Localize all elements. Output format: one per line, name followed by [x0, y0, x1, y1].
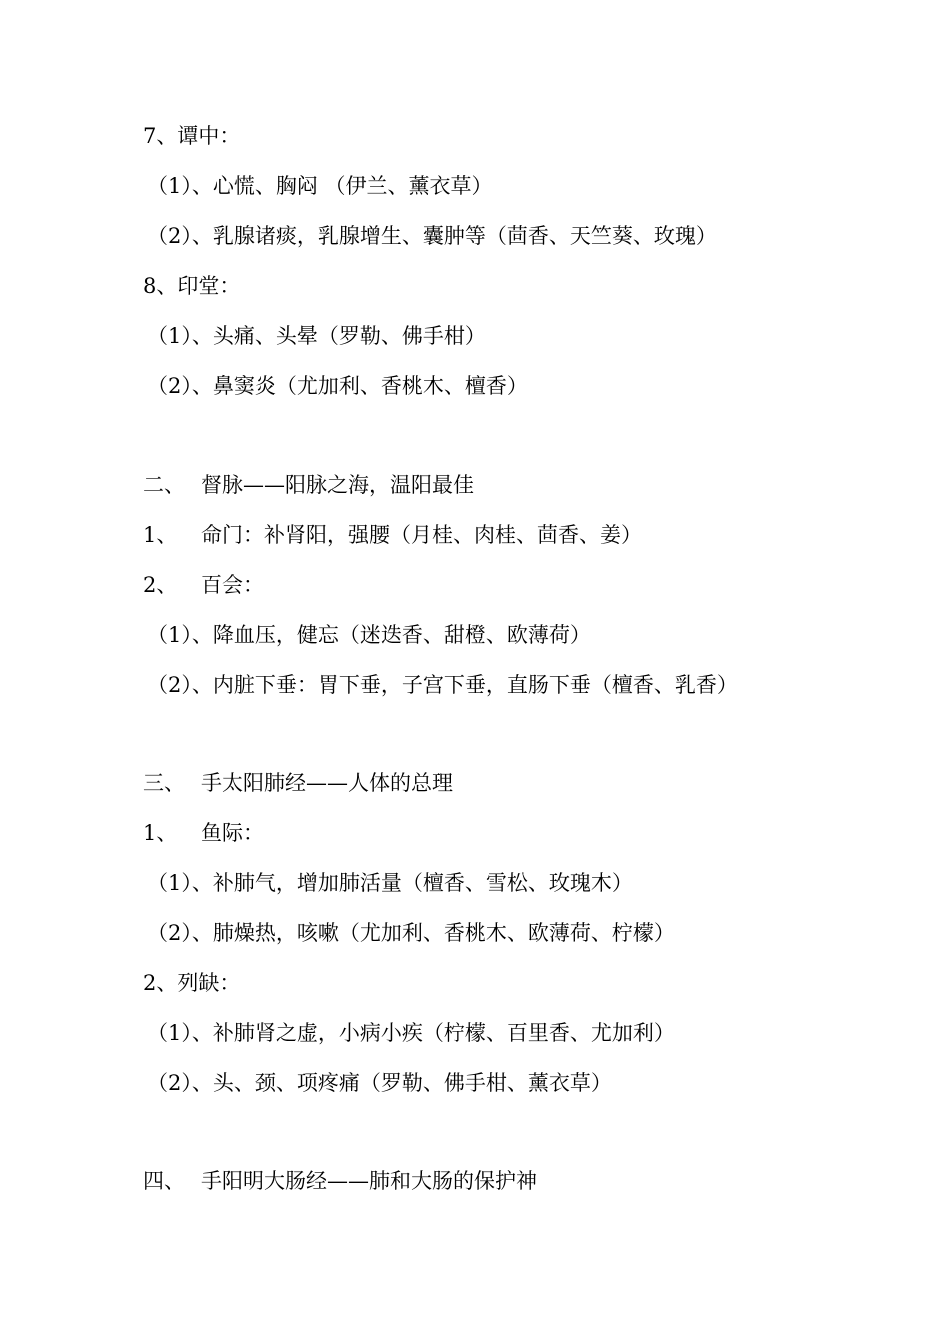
section-heading-tanzhong [143, 123, 240, 149]
line-number: 1、 [143, 523, 178, 547]
line-text: （1）、补肺肾之虚，小病小疾（柠檬、百里香、尤加利） [147, 1021, 675, 1045]
list-item [147, 173, 493, 199]
point-heading-baihui [143, 572, 264, 598]
line-number: 三、 [143, 771, 185, 795]
chapter-heading-dumai [143, 472, 474, 498]
point-heading-mingmen [143, 522, 642, 548]
list-item [147, 373, 528, 399]
line-text: （2）、头、颈、项疼痛（罗勒、佛手柑、薰衣草） [147, 1071, 612, 1095]
list-item [147, 672, 738, 698]
line-text: （1）、心慌、胸闷 （伊兰、薰衣草） [147, 174, 493, 198]
list-item [147, 870, 633, 896]
line-number: 2、 [143, 573, 178, 597]
line-text: 百会： [201, 573, 264, 597]
chapter-heading-large-intestine-meridian [143, 1168, 537, 1194]
line-text: 8、印堂： [143, 274, 241, 298]
chapter-heading-lung-meridian [143, 770, 453, 796]
line-text: （2）、乳腺诸痰，乳腺增生、囊肿等（茴香、天竺葵、玫瑰） [147, 224, 717, 248]
line-text: （2）、肺燥热，咳嗽（尤加利、香桃木、欧薄荷、柠檬） [147, 921, 675, 945]
point-heading-yuji [143, 820, 264, 846]
line-text: （1）、补肺气，增加肺活量（檀香、雪松、玫瑰木） [147, 871, 633, 895]
list-item [147, 1070, 612, 1096]
list-item [147, 223, 717, 249]
line-text: 2、列缺： [143, 971, 241, 995]
line-text: （1）、降血压，健忘（迷迭香、甜橙、欧薄荷） [147, 623, 591, 647]
line-text: 督脉——阳脉之海，温阳最佳 [201, 473, 474, 497]
line-number: 二、 [143, 473, 185, 497]
list-item [147, 920, 675, 946]
line-number: 1、 [143, 821, 178, 845]
line-text: 命门：补肾阳，强腰（月桂、肉桂、茴香、姜） [201, 523, 642, 547]
list-item [147, 1020, 675, 1046]
line-text: （2）、鼻窦炎（尤加利、香桃木、檀香） [147, 374, 528, 398]
line-number: 四、 [143, 1169, 185, 1193]
list-item [147, 622, 591, 648]
line-text: 手阳明大肠经——肺和大肠的保护神 [201, 1169, 537, 1193]
line-text: （1）、头痛、头晕（罗勒、佛手柑） [147, 324, 486, 348]
line-text: 鱼际： [201, 821, 264, 845]
section-heading-yintang [143, 273, 240, 299]
point-heading-lieque [143, 970, 240, 996]
line-text: （2）、内脏下垂：胃下垂，子宫下垂，直肠下垂（檀香、乳香） [147, 673, 738, 697]
line-text: 手太阳肺经——人体的总理 [201, 771, 453, 795]
list-item [147, 323, 486, 349]
line-text: 7、谭中： [143, 124, 241, 148]
